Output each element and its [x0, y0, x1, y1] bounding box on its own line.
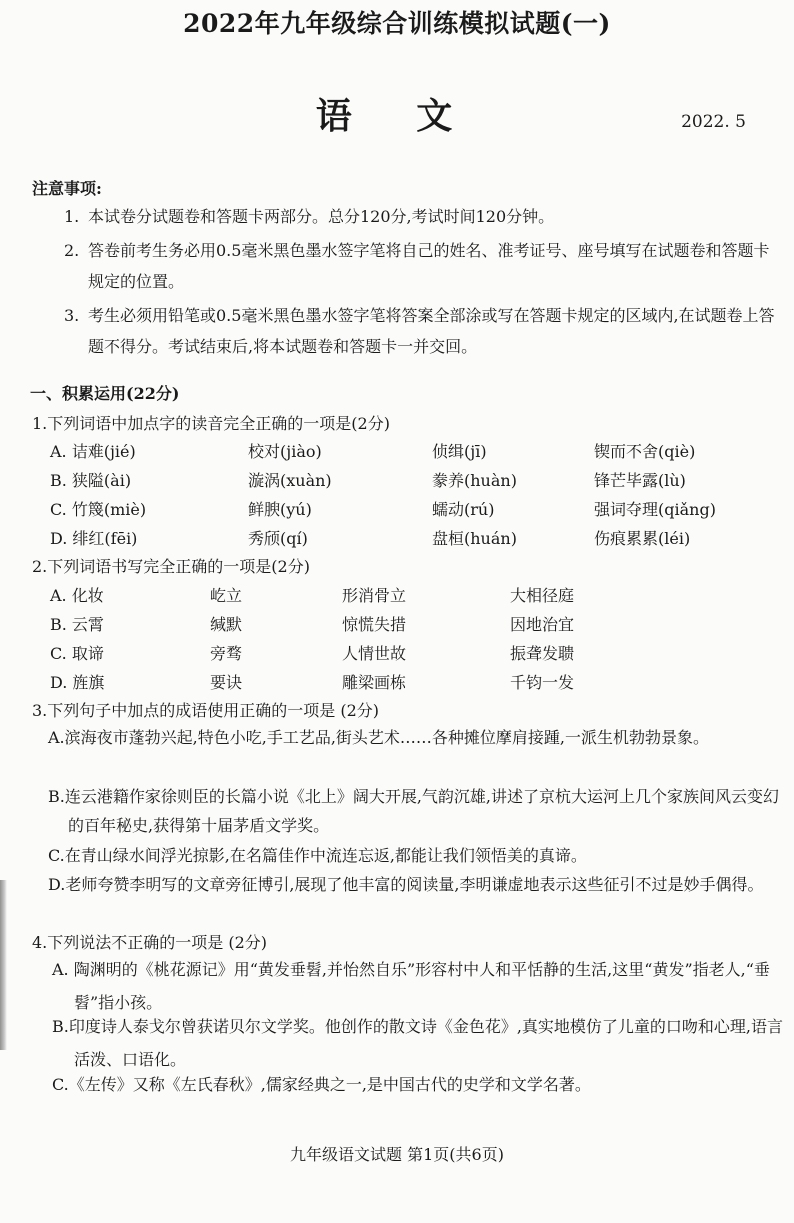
notes-list	[64, 201, 776, 365]
q1-cell: 漩涡(xuàn)	[248, 471, 332, 490]
q2-cell: 缄默	[210, 615, 243, 634]
q2-cell: 旁骛	[210, 644, 243, 663]
q2-cell: 惊慌失措	[342, 615, 407, 634]
q1-cell: 强词夺理(qiǎng)	[594, 500, 716, 519]
q4-option: B.印度诗人泰戈尔曾获诺贝尔文学奖。他创作的散文诗《金色花》,真实地模仿了儿童的口吻和心理,语言活泼、口语化。	[52, 1017, 784, 1069]
q1-cell: D. 绯红(fēi)	[50, 529, 138, 548]
q4-option: C.《左传》又称《左氏春秋》,儒家经典之一,是中国古代的史学和文学名著。	[52, 1075, 591, 1094]
section-heading: 一、积累运用(22分)	[30, 384, 180, 403]
q3-option: B.连云港籍作家徐则臣的长篇小说《北上》阔大开展,气韵沉雄,讲述了京杭大运河上几个家族间风云变幻的百年秘史,获得第十届茅盾文学奖。	[48, 787, 780, 835]
q1-cell: 秀颀(qí)	[248, 529, 308, 548]
question-4-stem: 4.下列说法不正确的一项是 (2分)	[32, 933, 268, 952]
q2-cell: 因地治宜	[510, 615, 575, 634]
q2-cell: 人情世故	[342, 644, 407, 663]
note-number: 3.	[64, 306, 80, 325]
q2-cell: 屹立	[210, 586, 243, 605]
q1-cell: 伤痕累累(léi)	[594, 529, 691, 548]
q3-option: D.老师夸赞李明写的文章旁征博引,展现了他丰富的阅读量,李明谦虚地表示这些征引不过是妙手偶得。	[48, 875, 764, 894]
notes-heading: 注意事项:	[32, 179, 102, 198]
note-item	[64, 201, 776, 232]
note-item	[64, 300, 776, 362]
question-2-stem: 2.下列词语书写完全正确的一项是(2分)	[32, 557, 310, 576]
question-3-stem: 3.下列句子中加点的成语使用正确的一项是 (2分)	[32, 701, 380, 720]
scan-shadow	[0, 880, 7, 1050]
q1-cell: 侦缉(jī)	[432, 442, 487, 461]
subject-title: 语 文	[315, 95, 479, 137]
q2-cell: 形消骨立	[342, 586, 407, 605]
exam-date: 2022. 5	[681, 112, 746, 132]
q4-option: A. 陶渊明的《桃花源记》用“黄发垂髫,并怡然自乐”形容村中人和平恬静的生活,这里“黄发”指老人,“垂髫”指小孩。	[52, 960, 770, 1012]
note-text: 本试卷分试题卷和答题卡两部分。总分120分,考试时间120分钟。	[88, 207, 555, 226]
q2-cell: 千钧一发	[510, 673, 575, 692]
note-number: 2.	[64, 241, 80, 260]
q3-option: A.滨海夜市蓬勃兴起,特色小吃,手工艺品,街头艺术……各种摊位摩肩接踵,一派生机勃勃景象。	[48, 728, 709, 747]
q1-cell: 豢养(huàn)	[432, 471, 517, 490]
q2-cell: B. 云霄	[50, 615, 104, 634]
note-number: 1.	[64, 207, 80, 226]
note-text: 考生必须用铅笔或0.5毫米黑色墨水签字笔将答案全部涂或写在答题卡规定的区域内,在试题卷上答题不得分。考试结束后,将本试题卷和答题卡一并交回。	[88, 306, 775, 356]
q2-cell: D. 旌旗	[50, 673, 105, 692]
q3-option: C.在青山绿水间浮光掠影,在名篇佳作中流连忘返,都能让我们领悟美的真谛。	[48, 846, 587, 865]
page-footer: 九年级语文试题 第1页(共6页)	[290, 1145, 504, 1164]
q2-cell: A. 化妆	[50, 586, 104, 605]
q2-cell: 雕梁画栋	[342, 673, 407, 692]
q1-cell: 蠕动(rú)	[432, 500, 495, 519]
q2-cell: 要诀	[210, 673, 243, 692]
q1-cell: A. 诘难(jié)	[50, 442, 136, 461]
exam-title: 2022年九年级综合训练模拟试题(一)	[183, 9, 611, 38]
q1-cell: B. 狭隘(ài)	[50, 471, 132, 490]
q2-cell: C. 取谛	[50, 644, 104, 663]
q1-cell: 鲜腴(yú)	[248, 500, 312, 519]
q1-cell: 锲而不舍(qiè)	[594, 442, 696, 461]
q2-cell: 大相径庭	[510, 586, 575, 605]
note-text: 答卷前考生务必用0.5毫米黑色墨水签字笔将自己的姓名、准考证号、座号填写在试题卷和答题卡规定的位置。	[88, 241, 770, 291]
question-1-stem: 1.下列词语中加点字的读音完全正确的一项是(2分)	[32, 414, 390, 433]
note-item	[64, 235, 776, 297]
q1-cell: 锋芒毕露(lù)	[594, 471, 686, 490]
q1-cell: 盘桓(huán)	[432, 529, 517, 548]
q1-cell: 校对(jiào)	[248, 442, 322, 461]
q2-cell: 振聋发聩	[510, 644, 575, 663]
q1-cell: C. 竹篾(miè)	[50, 500, 147, 519]
